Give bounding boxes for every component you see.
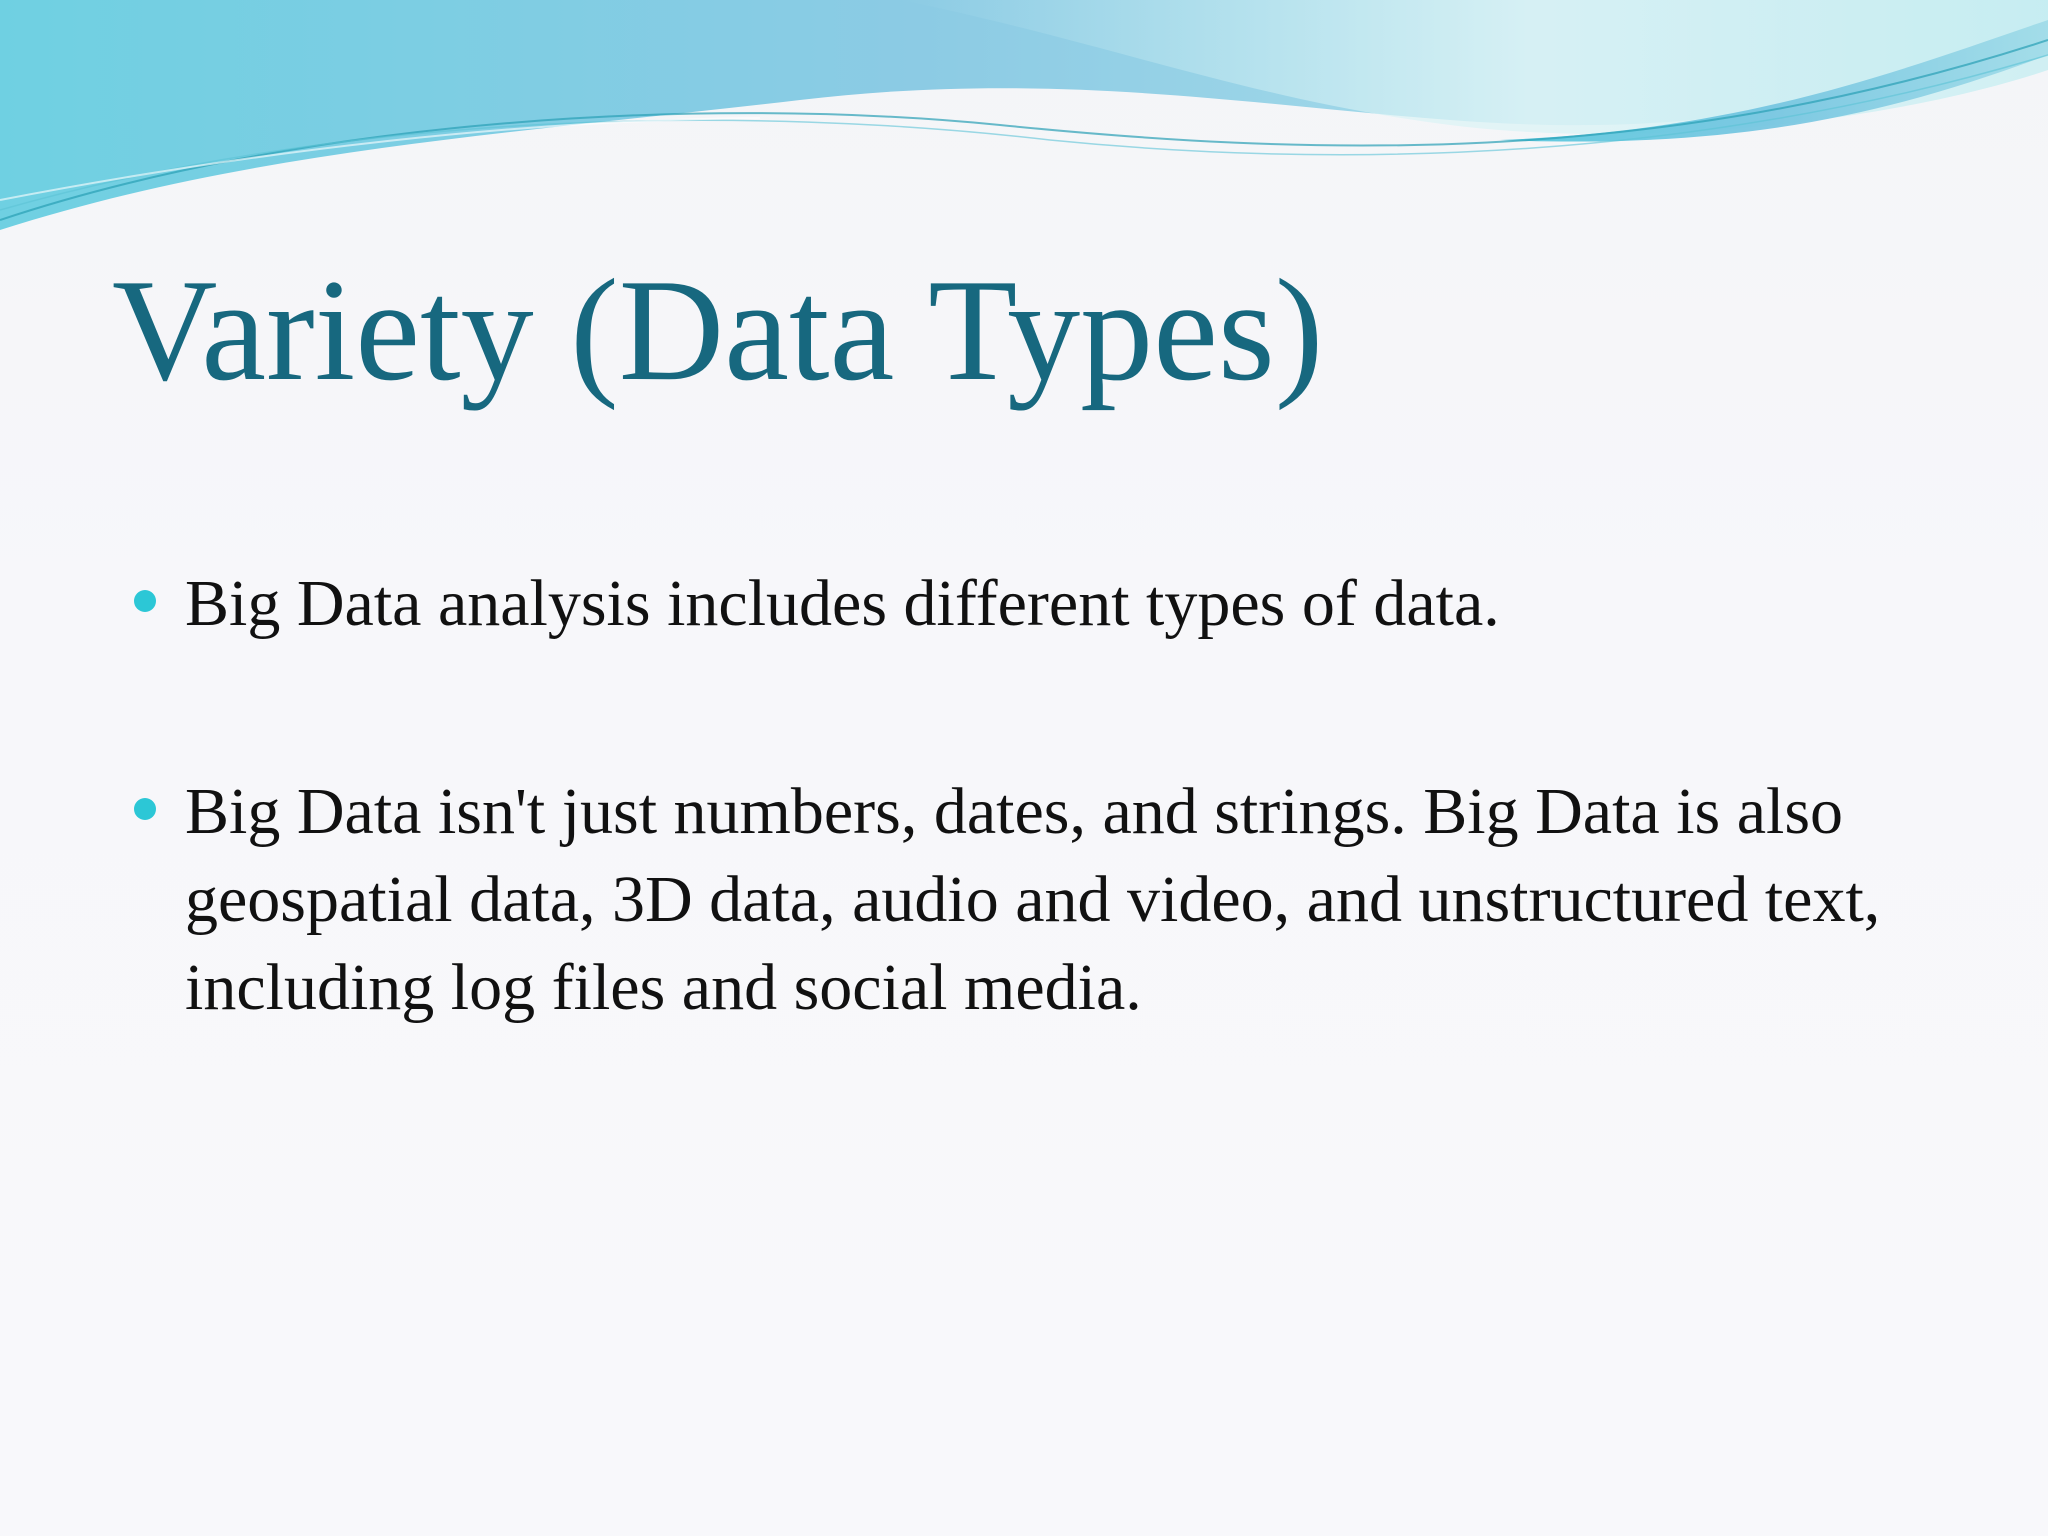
bullet-dot-icon [134, 590, 156, 612]
bullet-item [130, 560, 1930, 648]
bullet-item [130, 768, 1930, 1032]
bullet-text: Big Data analysis includes different types of data. [185, 567, 1500, 640]
header-wave-decoration [0, 0, 2048, 260]
bullet-dot-icon [134, 798, 156, 820]
bullet-text: Big Data isn't just numbers, dates, and strings. Big Data is also geospatial data, 3D data, audio and video, and unstructured text, including log files and social media. [185, 775, 1881, 1024]
slide-title: Variety (Data Types) [112, 249, 1324, 411]
bullet-list [130, 560, 1930, 1032]
